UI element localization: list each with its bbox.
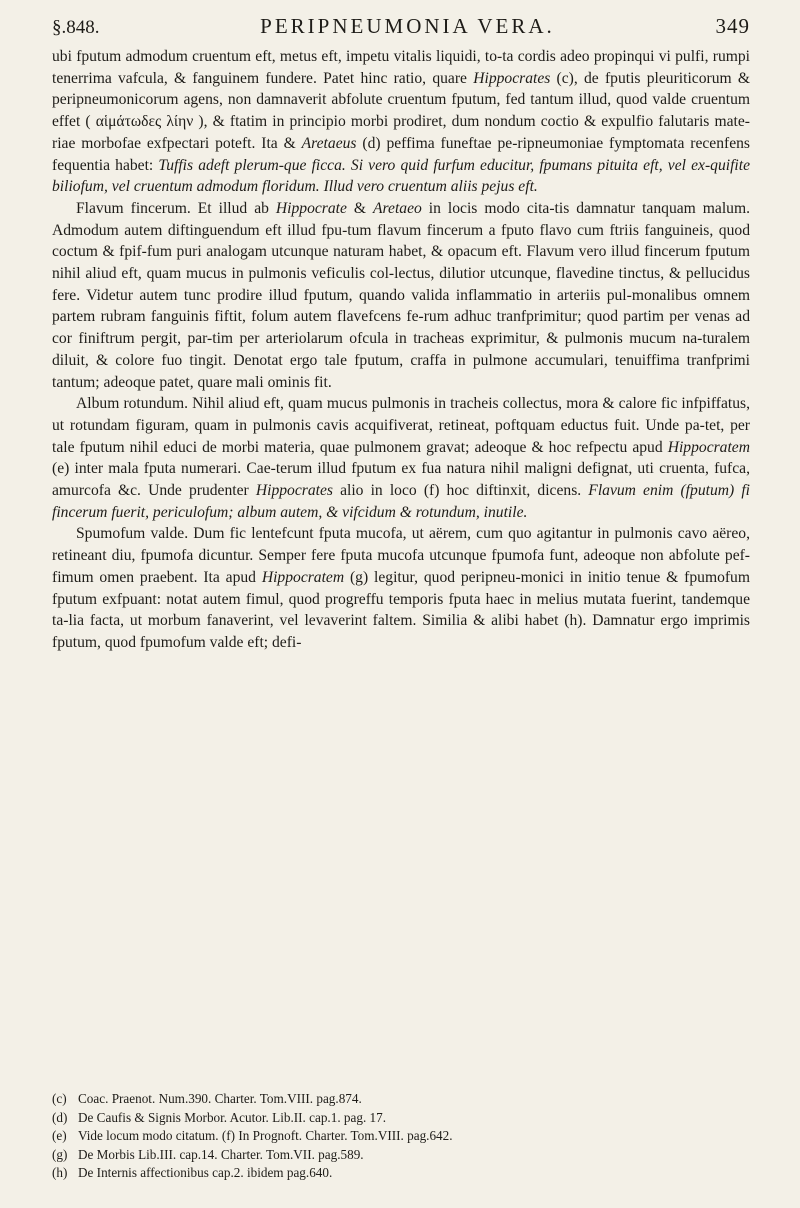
italic-run: Hippocrates xyxy=(255,482,333,500)
text-run: (e) inter mala fputa numerari. Cae-terum illud fputum ex fua natura nihil maligni defignat, uti cruenta, fufca, amurcofa &c. Unde prudenter xyxy=(52,460,750,500)
footnote-text: De Caufis & Signis Morbor. Acutor. Lib.II. cap.1. pag. 17. xyxy=(78,1109,387,1125)
footnote-mark: (h) xyxy=(52,1165,68,1180)
footnote xyxy=(52,1127,750,1146)
italic-run: Hippocratem xyxy=(667,438,750,456)
paragraph xyxy=(52,523,750,653)
running-head xyxy=(52,14,750,44)
section-number: §.848. xyxy=(52,17,100,38)
text-run: ubi fputum admodum cruentum eft, metus eft, impetu vitalis liquidi, to-ta cordis adeo propinqui vi pulfi, rumpi tenerrima vafcula, & fanguinem fundere. Patet hinc ratio, quare xyxy=(52,48,750,87)
text-run: (c), de fputis pleuriticorum & peripneumonicorum agens, non damnaverit abfolute cruentum fputum, fed tantum illud, quod valde cruentum effet ( αἱμάτωδες λίην ), & ftatim in principio morbi prodiret, dum nondum coctio & expulfio falutaris mate-riae morbofae exfpectari poteft. Ita & xyxy=(52,69,750,152)
text-run: in locis modo cita-tis damnatur tanquam malum. Admodum autem diftinguendum eft illud fpu-tum flavum fincerum a fputo flavo cum ftriis fanguineis, quod coctum & fpif-fum puri analogam utcunque naturam habet, & opacum eft. Flavum vero illud fincerum fputum nihil aliud eft, quam mucus in pulmonis veficulis col-lectus, dilutior utcunque, flavedine tinctus, & pellucidus fere. Videtur autem tunc prodire illud fputum, quando valida inflammatio in arteriis pul-monalibus omnem partem rubram fanguinis fiftit, folum autem flavefcens fe-rum adhuc tranfprimitur; quod partim per venas ad cor finiftrum pergit, par-tim per arteriolarum ofcula in tracheas exprimitur, & pulmonis mucum na-turalem diluit, & colore fuo tingit. Denotat ergo tale fputum, craffa in pulmone accumulari, tenuiffima tranfprimi tantum; adeoque patet, quare mali ominis fit. xyxy=(52,199,750,391)
chapter-title: PERIPNEUMONIA VERA. xyxy=(260,14,555,38)
body-text xyxy=(52,46,750,654)
footnotes xyxy=(52,1090,750,1183)
italic-run: Hippocrate xyxy=(275,199,347,217)
footnote-text: De Internis affectionibus cap.2. ibidem pag.640. xyxy=(78,1165,333,1180)
page-number: 349 xyxy=(715,14,750,38)
footnote-mark: (g) xyxy=(52,1146,68,1162)
footnote xyxy=(52,1146,750,1165)
footnote xyxy=(52,1090,750,1109)
footnote-mark: (d) xyxy=(52,1109,68,1125)
text-run: alio in loco (f) hoc diftinxit, dicens. xyxy=(332,482,589,500)
italic-run: Flavum enim (fputum) fi fincerum fuerit, periculofum; album autem, & vifcidum & rotundum, inutile. xyxy=(52,482,750,521)
text-run: (d) peffima funeftae pe-ripneumoniae fymptomata recenfens fequentia habet: xyxy=(52,134,750,174)
italic-run: Aretaeo xyxy=(373,199,422,217)
footnote xyxy=(52,1164,750,1183)
italic-run: Hippocrates xyxy=(473,69,551,87)
paragraph xyxy=(52,46,750,198)
footnote-mark: (c) xyxy=(52,1091,67,1106)
footnote xyxy=(52,1109,750,1128)
footnote-text: Vide locum modo citatum. (f) In Prognoft. Charter. Tom.VIII. pag.642. xyxy=(78,1128,453,1143)
paragraph xyxy=(52,198,750,393)
text-run: Flavum fincerum. Et illud ab xyxy=(76,199,276,217)
italic-run: Hippocratem xyxy=(261,568,345,586)
text-run: Spumofum valde. Dum fic lentefcunt fputa mucofa, ut aërem, cum quo agitantur in pulmonis cavo aëreo, retineant diu, fpumofa dicuntur. Semper fere fputa mucofa utcunque fpumofa funt, adeoque non abfolute pef-fimum omen praebent. Ita apud xyxy=(52,525,750,586)
italic-run: Aretaeus xyxy=(301,134,357,152)
italic-run: Tuffis adeft plerum-que ficca. Si vero quid furfum educitur, fpumans pituita eft, vel ex-quifite biliofum, vel cruentum admodum floridum. Illud vero cruentum aliis pejus eft. xyxy=(52,156,750,196)
paragraph xyxy=(52,393,750,523)
text-run: Album rotundum. Nihil aliud eft, quam mucus pulmonis in tracheis collectus, mora & calore fic infpiffatus, ut rotundam figuram, quam in pulmonis cavis acquifiverat, retineat, poftquam eductus fuit. Unde pa-tet, per tale fputum nihil educi de morbi materia, quae pulmonem gravat; adeoque & hoc refpectu apud xyxy=(52,395,750,456)
footnote-text: De Morbis Lib.III. cap.14. Charter. Tom.VII. pag.589. xyxy=(78,1146,364,1162)
text-run: (g) legitur, quod peripneu-monici in initio tenue & fpumofum fputum exfpuant: notat autem fimul, quod progreffu temporis fputa haec in melius mutata fuerint, tandemque ta-lia facta, ut morbum fanaverint, vel levaverint faltem. Similia & alibi habet (h). Damnatur ergo imprimis fputum, quod fpumofum valde eft; defi- xyxy=(52,568,750,651)
footnote-text: Coac. Praenot. Num.390. Charter. Tom.VIII. pag.874. xyxy=(78,1091,362,1106)
text-run: & xyxy=(346,199,374,217)
footnote-mark: (e) xyxy=(52,1128,67,1143)
